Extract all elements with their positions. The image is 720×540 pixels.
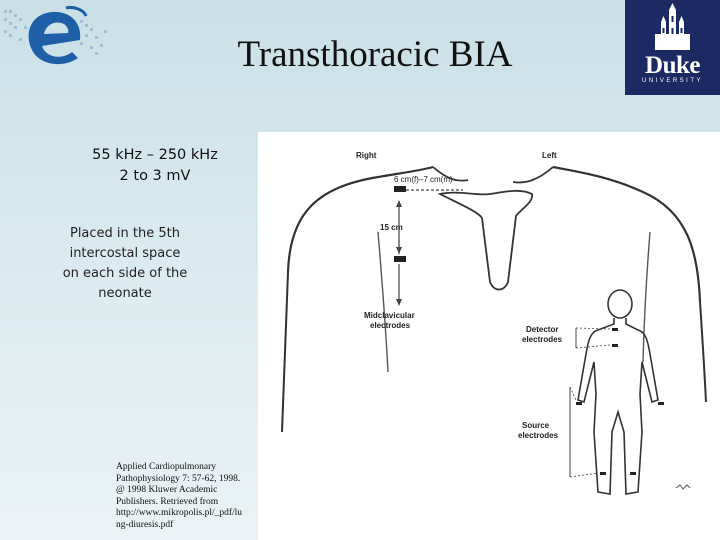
citation-line-1: Applied Cardiopulmonary xyxy=(116,462,216,472)
placement-text xyxy=(50,224,200,304)
placement-line-2: intercostal space xyxy=(69,246,181,261)
placement-line-3: on each side of the xyxy=(62,266,188,281)
slide-title: Transthoracic BIA xyxy=(237,34,513,75)
vertical-distance-label: 15 cm xyxy=(380,223,403,232)
frequency-text xyxy=(60,145,250,187)
chapel-icon xyxy=(625,0,720,55)
placement-line-1: Placed in the 5th xyxy=(69,226,180,241)
citation-line-2: Pathophysiology 7: 57-62, 1998. xyxy=(116,473,241,484)
source-label-1: Source xyxy=(522,421,550,430)
detector-label-1: Detector xyxy=(526,325,559,334)
electrode-placement-figure xyxy=(258,132,720,540)
body-figure xyxy=(578,290,658,494)
left-label: Left xyxy=(542,151,557,160)
midclavicular-label-2: electrodes xyxy=(370,321,411,330)
citation xyxy=(116,462,264,532)
frequency-line-2: 2 to 3 mV xyxy=(119,168,191,184)
right-label: Right xyxy=(356,151,377,160)
midclavicular-label-1: Midclavicular xyxy=(364,311,415,320)
citation-line-6: ng-diuresis.pdf xyxy=(116,519,174,530)
citation-line-5: http://www.mikropolis.pl/_pdf/lu xyxy=(116,508,243,519)
e-logo xyxy=(0,0,120,75)
distance-label: 6 cm(f)–7 cm(m) xyxy=(394,175,453,184)
duke-logo xyxy=(625,0,720,95)
duke-wordmark: Duke xyxy=(645,52,700,79)
source-label-2: electrodes xyxy=(518,431,559,440)
duke-university-text: UNIVERSITY xyxy=(641,78,703,84)
citation-line-3: @ 1998 Kluwer Academic xyxy=(116,485,218,496)
detector-label-2: electrodes xyxy=(522,335,563,344)
placement-line-4: neonate xyxy=(98,286,152,301)
frequency-line-1: 55 kHz – 250 kHz xyxy=(92,147,218,163)
citation-line-4: Publishers. Retrieved from xyxy=(116,496,219,507)
